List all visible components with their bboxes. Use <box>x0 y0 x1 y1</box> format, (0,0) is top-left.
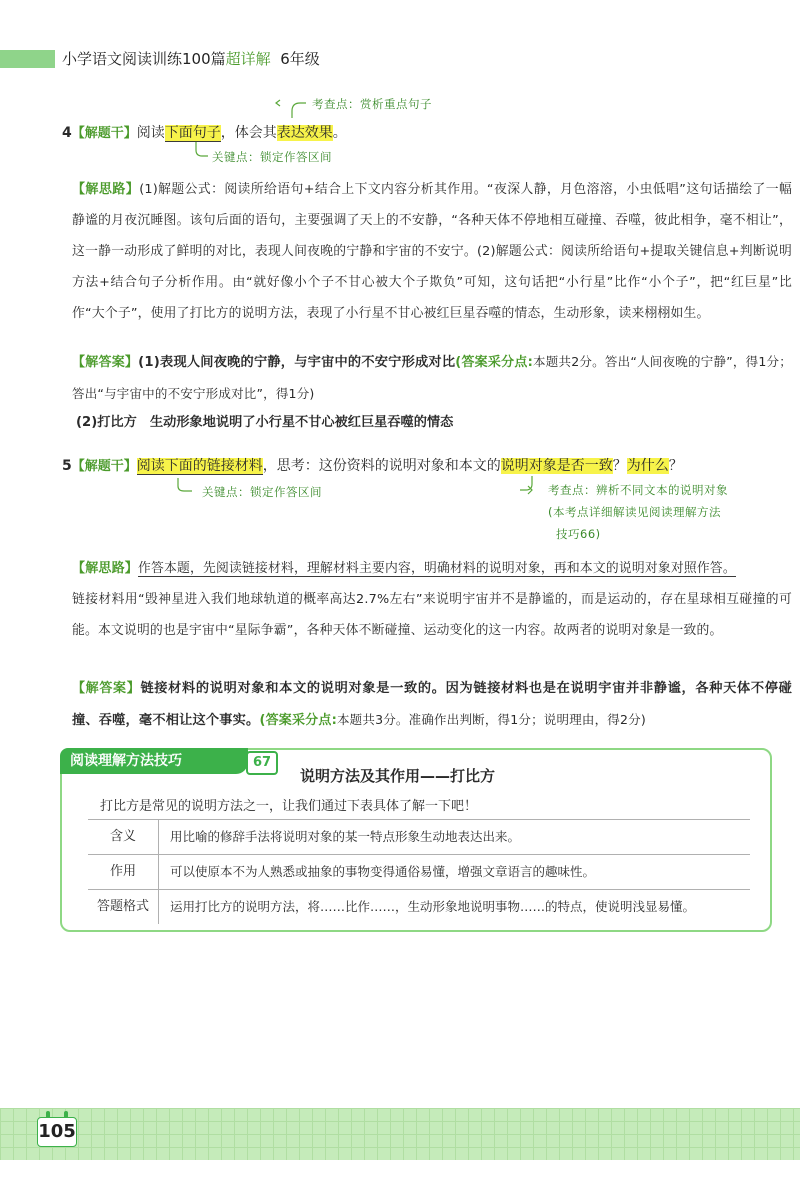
q4-score: 本题共2分。答出“人间夜晚的宁静”，得1分；答出“与宇宙中的不安宁形成对比”，得1分) <box>72 354 792 401</box>
q4-answer-tag: 【解答案】 <box>72 355 139 370</box>
table-label: 答题格式 <box>88 890 159 924</box>
table-value: 可以使原本不为人熟悉或抽象的事物变得通俗易懂，增强文章语言的趣味性。 <box>170 864 596 879</box>
q5-answer-text: 链接材料的说明对象和本文的说明对象是一致的。因为链接材料也是在说明宇宙并非静谧，各种天体不停碰撞、吞噬，毫不相让这个事实。 <box>72 681 792 728</box>
q5-note-left-line <box>178 478 192 491</box>
q5-note-ref-1: (本考点详细解读见阅读理解方法 <box>548 505 721 519</box>
q4-text-5: 。 <box>332 125 347 141</box>
q4-text-focus: 表达效果 <box>276 125 333 141</box>
book-title <box>62 48 320 69</box>
q5-tag: 【解题干】 <box>71 459 137 474</box>
q4-analysis-text: (1)解题公式：阅读所给语句+结合上下文内容分析其作用。“夜深人静，月色溶溶，小虫低唱”这句话描绘了一幅静谧的月夜沉睡图。该句后面的语句，主要强调了天上的不安静，“各种天体不停地相互碰撞、吞噬，彼此相争，毫不相让”，这一静一动形成了鲜明的对比，表现人间夜晚的宁静和宇宙的不安宁。(2)解题公式：阅读所给语句+提取关键信息+判断说明方法+结合句子分析作用。由“就好像小个子不甘心被大个子欺负”可知，这句话把“小行星”比作“小个子”，把“红巨星”比作“大个子”，使用了打比方的说明方法，表现了小行星不甘心被红巨星吞噬的情态，生动形象，读来栩栩如生。 <box>72 182 792 321</box>
book-grade: 6年级 <box>280 50 320 68</box>
q5-analysis-text-1: 作答本题，先阅读链接材料，理解材料主要内容，明确材料的说明对象，再和本文的说明对象对照作答。 <box>138 561 736 576</box>
q5-note-ref-2: 技巧66) <box>556 527 601 541</box>
q4-answer-2: (2)打比方 生动形象地说明了小行星不甘心被红巨星吞噬的情态 <box>76 415 454 430</box>
q4-analysis-tag: 【解思路】 <box>72 182 140 197</box>
q5-text-key: 阅读下面的链接材料 <box>136 458 263 474</box>
q4-text-key: 下面句子 <box>164 125 221 141</box>
table-label: 作用 <box>88 855 159 889</box>
q5-score-prefix: (答案采分点: <box>259 713 337 728</box>
q4-note-top-line <box>292 103 306 118</box>
q4-score-prefix: (答案采分点: <box>455 355 534 370</box>
method-tab: 阅读理解方法技巧 <box>60 748 248 774</box>
book-title-main: 小学语文阅读训练100篇 <box>62 50 226 68</box>
q4-note-key-point: 关键点：锁定作答区间 <box>212 150 332 164</box>
q5-analysis-text-2: 链接材料用“毁神星进入我们地球轨道的概率高达2.7%左右”来说明宇宙并不是静谧的，而是运动的，存在星球相互碰撞的可能。本文说明的也是宇宙中“星际争霸”，各种天体不断碰撞、运动变化的这一内容。故两者的说明对象是一致的。 <box>72 592 792 638</box>
q4-number: 4 <box>62 125 72 141</box>
q5-note-key-point: 关键点：锁定作答区间 <box>202 485 322 499</box>
q5-text-4: ？ <box>612 458 627 474</box>
q4-tag: 【解题干】 <box>71 126 137 141</box>
footer-grid <box>0 1108 800 1160</box>
q4-text-1: 阅读 <box>136 125 165 141</box>
q5-analysis <box>72 553 792 646</box>
q5-answer <box>72 673 792 736</box>
q4-answer-1: (1)表现人间夜晚的宁静，与宇宙中的不安宁形成对比 <box>138 355 456 370</box>
method-intro: 打比方是常见的说明方法之一，让我们通过下表具体了解一下吧！ <box>100 799 478 814</box>
method-title: 说明方法及其作用——打比方 <box>300 767 496 785</box>
table-value: 运用打比方的说明方法，将……比作……，生动形象地说明事物……的特点，使说明浅显易懂。 <box>170 899 696 914</box>
q5-score: 本题共3分。准确作出判断，得1分；说明理由，得2分) <box>336 712 646 727</box>
q5-text-why: 为什么 <box>626 458 669 474</box>
book-title-accent: 超详解 <box>225 50 271 68</box>
table-value: 用比喻的修辞手法将说明对象的某一特点形象生动地表达出来。 <box>170 829 521 844</box>
q5-number: 5 <box>62 458 72 474</box>
q5-answer-tag: 【解答案】 <box>72 681 141 696</box>
q4-note-bottom-line <box>196 142 208 156</box>
q4-question <box>62 122 347 142</box>
header-bar <box>0 50 55 68</box>
table-row-function <box>88 855 750 890</box>
q5-text-focus: 说明对象是否一致 <box>500 458 613 474</box>
q5-note-exam-point: 考查点：辨析不同文本的说明对象 <box>548 483 728 497</box>
q5-text-2: ，思考：这份资料的说明对象和本文的 <box>262 458 501 474</box>
q4-note-exam-point: 考查点：赏析重点句子 <box>312 97 432 111</box>
table-row-meaning <box>88 820 750 855</box>
q4-note-top-arrow <box>276 100 280 106</box>
q4-text-3: ，体会其 <box>220 125 277 141</box>
q5-text-6: ？ <box>668 458 683 474</box>
q4-analysis <box>72 174 792 329</box>
method-number: 67 <box>246 751 278 775</box>
table-label: 含义 <box>88 820 159 854</box>
q4-answer <box>72 346 792 410</box>
table-row-format <box>88 890 750 924</box>
page-number: 105 <box>37 1117 77 1147</box>
q5-analysis-tag: 【解思路】 <box>72 561 139 576</box>
